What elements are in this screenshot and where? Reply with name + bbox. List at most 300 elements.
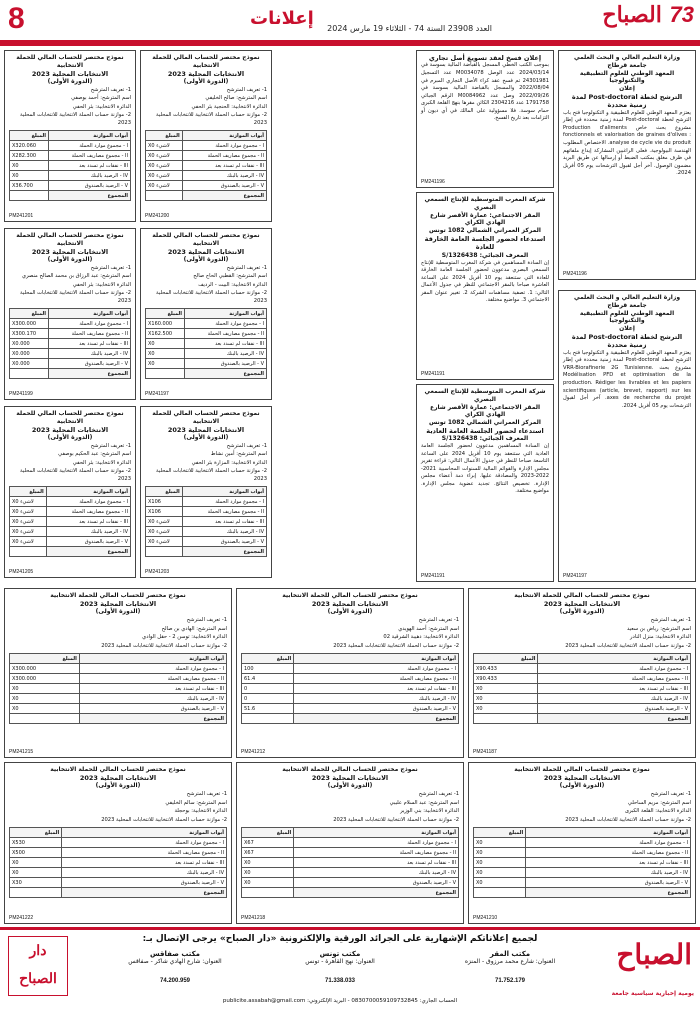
finance-form [4,228,136,400]
row-label: II - مجموع مصاريف الحملة [182,507,266,517]
candidate-name: اسم المترشح: عبد الرزاق بن محمد الصالح منصري [22,273,131,280]
candidate-name: اسم المترشح: صالح الخليفي [205,95,267,102]
table-total [10,888,227,898]
row-label: III - نفقات لم تسدد بعد [526,858,691,868]
table-row [146,359,267,369]
budget-table [145,308,267,379]
phone-hq: 71.752.179 [494,978,526,984]
table-row [242,848,459,858]
candidate-district: الدائرة الانتخابية: ذهيبة الشرقية 02 [383,634,459,641]
row-value: X0 [474,858,526,868]
table-row [10,359,131,369]
row-value: X30 [10,878,62,888]
table-total [146,547,267,557]
total-value [242,888,294,898]
col-item: أبواب الموازنة [46,487,130,497]
finance-form [4,406,136,578]
row-value: X0 [242,858,294,868]
form-title: الانتخابات المحلية 2023 [31,69,109,78]
form-code: PM241187 [473,749,497,755]
col-amount: المبلغ [10,131,49,141]
form-code: PM241197 [145,391,169,397]
candidate-district: الدائرة الانتخابية: بئر الحفي [72,281,131,288]
row-label: I - مجموع موارد الحملة [46,497,130,507]
notice-sbmr-1 [416,192,554,380]
row-label: III - نفقات لم تسدد بعد [48,339,130,349]
total-value [10,369,49,379]
form-round: (الدورة الأولى) [47,434,93,442]
table-row [10,684,227,694]
row-value: X0 لاشيء [10,537,47,547]
table-total [242,714,459,724]
table-row [146,527,267,537]
form-section: 2- موازنة حساب الحملة الانتخابية للانتخابات المحلية 2023 [565,642,691,649]
table-row [10,848,227,858]
notice-heading: شركة المغرب المتوسطية للإنتاج السمعي البصري [424,196,546,211]
table-row [10,507,131,517]
table-header [474,654,691,664]
row-label: II - مجموع مصاريف الحملة [79,674,226,684]
row-value: X282.300 [10,151,49,161]
table-row [242,664,459,674]
form-section: 1- تعريف المترشح [650,791,691,798]
dar-assabah-logo: دار الصباح [8,936,68,996]
row-label: III - نفقات لم تسدد بعد [79,684,226,694]
table-row [10,171,131,181]
table-row [10,161,131,171]
table-header [10,828,227,838]
table-total [10,191,131,201]
col-item: أبواب الموازنة [48,131,130,141]
row-value: X0 [10,684,80,694]
row-label: II - مجموع مصاريف الحملة [46,507,130,517]
issue-info: العدد 23908 السنة 74 - الثلاثاء 19 مارس 2024 [327,24,492,33]
form-section: 1- تعريف المترشح [226,442,267,449]
notice-heading: وزارة التعليم العالي و البحث العلمي [573,54,681,61]
notice-title: إعلان فسخ لعقد تسويغ أصل تجاري [428,54,542,62]
notice-heading: المقر الاجتماعي: عمارة الأقصر شارع الهادي الكراي [429,403,541,419]
col-item: أبواب الموازنة [48,309,130,319]
notice-code: PM241191 [421,573,445,579]
office-address: العنوان: شارع الهادي شاكر - صفاقس [128,958,222,965]
table-row [146,349,267,359]
row-label: II - مجموع مصاريف الحملة [526,848,691,858]
row-label: I - مجموع موارد الحملة [48,319,130,329]
form-header: نموذج مختصر للحساب المالي للحملة الانتخابية [50,766,186,773]
col-item: أبواب الموازنة [79,654,226,664]
row-label: IV - الرصيد بالبنك [62,868,227,878]
form-round: (الدورة الأولى) [183,256,229,264]
masthead [0,0,700,42]
candidate-name: اسم المترشح: سالم الخليفي [165,799,227,806]
table-row [10,858,227,868]
page-number: 8 [8,2,25,35]
row-label: IV - الرصيد بالبنك [182,527,266,537]
row-value: X0 [10,704,80,714]
table-row [146,319,267,329]
row-label: II - مجموع مصاريف الحملة [184,329,266,339]
form-header: نموذج مختصر للحساب المالي للحملة الانتخابية [282,592,418,599]
table-row [474,838,691,848]
office-sfax [85,950,265,965]
table-row [10,151,131,161]
form-title: الانتخابات المحلية 2023 [79,599,157,608]
form-code: PM241215 [9,749,34,755]
notice-heading: المركز العمراني الشمالي 1082 تونس [429,419,541,427]
table-row [474,684,691,694]
footer [0,927,700,1021]
budget-table [241,653,459,724]
row-label: II - مجموع مصاريف الحملة [294,674,459,684]
form-round: (الدورة الأولى) [47,256,93,264]
row-label: I - مجموع موارد الحملة [294,838,459,848]
row-label: I - مجموع موارد الحملة [48,141,130,151]
table-row [146,339,267,349]
row-value: X320.060 [10,141,49,151]
notice-body: يعتزم المعهد الوطني للعلوم التطبيقية و التكنولوجيا فتح باب الترشح لخطة Post-doctoral لمدة زمنية محددة في إطار مشروع بحث خاص Production d'aliments fonctionnels et valorisation de graines d'olives : analyse de cycle vie du produit. الاختصاص المطلوب الهندسة البيولوجية. فعلى الراغبين المشاركة إيداع ملفاتهم في ظرف مغلق بمكتب الضبط أو إرسالها عن طريق البريد مضمون الوصول. آخر أجل لقبول الترشحات يوم 05 أفريل 2024. [563,109,692,177]
row-label: III - نفقات لم تسدد بعد [62,858,227,868]
table-header [146,131,267,141]
budget-table [145,130,267,201]
total-label: المجموع [182,547,266,557]
form-round: (الدورة الأولى) [47,78,93,86]
row-label: IV - الرصيد بالبنك [48,349,130,359]
finance-form [140,406,272,578]
notice-body: إن السادة المساهمين في شركة المغرب المتوسطية للإنتاج السمعي البصري مدعوون لحضور الجلسة العامة الخارقة للعادة التي ستنعقد يوم 10 أفريل 2024 على الساعة العاشرة صباحا بالمقر الاجتماعي للنظر في جدول الأعمال التالي: 1. تصفية مساهمات الشركة 2. تغيير عنوان المقر الاجتماعي 3. مواضيع مختلفة. [421,259,549,304]
row-value: X0 [10,694,80,704]
row-value: X0 لاشيء [10,527,47,537]
table-row [146,329,267,339]
budget-table [241,827,459,898]
form-section: 2- موازنة حساب الحملة الانتخابية للانتخابات المحلية 2023 [156,468,267,482]
row-value: X0 لاشيء [146,537,183,547]
row-label: I - مجموع موارد الحملة [526,838,691,848]
form-section: 2- موازنة حساب الحملة الانتخابية للانتخابات المحلية 2023 [20,112,131,126]
footer-tagline: يومية إخبارية سياسية جامعة [611,990,694,997]
form-section: 1- تعريف المترشح [650,617,691,624]
row-value: X0 [242,878,294,888]
total-label: المجموع [184,369,266,379]
row-value: X0 [474,848,526,858]
finance-form [236,762,464,924]
candidate-name: اسم المترشح: مريم الساحلي [627,799,691,806]
budget-table [473,827,691,898]
row-value: X0 لاشيء [10,497,47,507]
table-row [474,704,691,714]
table-row [242,838,459,848]
finance-form [4,50,136,222]
row-label: IV - الرصيد بالبنك [294,868,459,878]
col-item: أبواب الموازنة [182,131,266,141]
section-title: إعلانات [250,8,314,29]
col-amount: المبلغ [146,487,183,497]
total-label: المجموع [46,547,130,557]
candidate-name: اسم المترشح: رياض بن سعيد [626,625,691,632]
row-label: I - مجموع موارد الحملة [62,838,227,848]
form-code: PM241200 [145,213,170,219]
row-label: V - الرصيد بالصندوق [182,537,266,547]
row-value: X0 [474,694,538,704]
office-title: مكتب تونس [319,950,361,958]
form-header: نموذج مختصر للحساب المالي للحملة الانتخابية [16,410,124,425]
table-total [146,191,267,201]
row-value: X0.000 [10,339,49,349]
form-header: نموذج مختصر للحساب المالي للحملة الانتخابية [514,766,650,773]
office-title: مكتب صفاقس [149,950,201,958]
table-header [242,654,459,664]
notice-heading: جامعة قرطاج [607,301,647,309]
candidate-name: اسم المترشح: الهادي بن صالح [161,625,227,632]
candidate-district: الدائرة الانتخابية: بئر الحفي [72,459,131,466]
table-row [10,181,131,191]
table-row [146,171,267,181]
notice-title: الترشح لخطة Post-doctoral لمدة زمنية محددة [571,332,683,350]
col-item: أبواب الموازنة [294,654,459,664]
form-title: الانتخابات المحلية 2023 [167,425,245,434]
form-code: PM241199 [9,391,33,397]
table-row [474,664,691,674]
row-value: X0 لاشيء [146,151,183,161]
form-round: (الدورة الأولى) [95,782,141,790]
form-code: PM241218 [241,915,266,921]
row-value: X90.433 [474,674,538,684]
candidate-name: اسم المترشح: أحمد الهويدي [398,625,459,632]
finance-form [140,50,272,222]
table-row [10,339,131,349]
total-label: المجموع [79,714,226,724]
notice-heading: المعهد الوطني للعلوم التطبيقية والتكنولوجيا [579,309,675,325]
row-value: X106 [146,497,183,507]
table-total [10,714,227,724]
table-row [10,838,227,848]
row-label: V - الرصيد بالصندوق [62,878,227,888]
table-total [474,714,691,724]
row-label: IV - الرصيد بالبنك [46,527,130,537]
row-label: V - الرصيد بالصندوق [538,704,691,714]
table-row [10,537,131,547]
row-label: I - مجموع موارد الحملة [79,664,226,674]
notice-heading: إعلان [619,325,635,333]
row-label: III - نفقات لم تسدد بعد [294,858,459,868]
table-header [10,654,227,664]
table-row [146,497,267,507]
row-label: V - الرصيد بالصندوق [48,359,130,369]
row-value: 100 [242,664,294,674]
total-label: المجموع [48,369,130,379]
table-row [474,674,691,684]
row-value: X300.000 [10,664,80,674]
total-label: المجموع [48,191,130,201]
total-label: المجموع [526,888,691,898]
form-section: 1- تعريف المترشح [226,264,267,271]
candidate-district: الدائرة الانتخابية: توسن 2 - حقل الوادي [142,634,227,641]
total-value [474,714,538,724]
table-row [242,704,459,714]
candidate-name: اسم المترشح: أحمد بوصفي [71,95,131,102]
candidate-district: الدائرة الانتخابية: المزارة بئر الحفي [191,459,267,466]
candidate-district: الدائرة الانتخابية: القلعة الكبرى [624,808,691,815]
total-label: المجموع [294,888,459,898]
table-row [242,674,459,684]
table-total [474,888,691,898]
phone-tunis: 71.338.033 [324,978,356,984]
row-value: X162.500 [146,329,185,339]
row-label: II - مجموع مصاريف الحملة [62,848,227,858]
table-row [10,868,227,878]
office-tunis [265,950,415,965]
notice-heading: المعرف الجبائي: 1326438/S [441,435,529,443]
col-item: أبواب الموازنة [526,828,691,838]
col-item: أبواب الموازنة [294,828,459,838]
notice-body: يعتزم المعهد الوطني للعلوم التطبيقية و التكنولوجيا فتح باب الترشح لخطة Post-doctoral لمدة زمنية محددة في إطار مشروع بحث VRR-Biorafinerie 2G Tunisienne. Modélisation PFD et optimisation de la production. Rédiger les livrables et les papiers scientifiques (article, brevet, rapport) sur les axes de recherche du projet. آخر أجل لقبول الترشحات يوم 05 أفريل 2024. [563,349,692,409]
row-value: X300.000 [10,674,80,684]
notice-heading: شركة المغرب المتوسطية للإنتاج السمعي البصري [424,388,546,403]
row-label: IV - الرصيد بالبنك [184,349,266,359]
notice-code: PM241191 [421,371,445,377]
budget-table [9,827,227,898]
candidate-district: الدائرة الانتخابية: البيت - الرديف [198,281,267,288]
total-value [146,547,183,557]
row-value: X0 [146,359,185,369]
form-section: 2- موازنة حساب الحملة الانتخابية للانتخابات المحلية 2023 [20,468,131,482]
row-label: II - مجموع مصاريف الحملة [48,151,130,161]
form-title: الانتخابات المحلية 2023 [31,425,109,434]
finance-form [468,762,696,924]
row-label: II - مجموع مصاريف الحملة [182,151,266,161]
form-round: (الدورة الأولى) [95,608,141,616]
form-code: PM241210 [473,915,498,921]
row-value: X0 لاشيء [10,517,47,527]
table-row [242,694,459,704]
row-value: X0 [474,684,538,694]
table-row [146,141,267,151]
total-value [10,191,49,201]
form-section: 2- موازنة حساب الحملة الانتخابية للانتخابات المحلية 2023 [333,816,459,823]
row-value: X0 لاشيء [10,507,47,517]
table-header [10,487,131,497]
row-value: X67 [242,838,294,848]
budget-table [9,130,131,201]
notice-title: استدعاء لحضور الجلسة العامة العادية [426,426,544,435]
row-label: V - الرصيد بالصندوق [294,704,459,714]
row-label: II - مجموع مصاريف الحملة [294,848,459,858]
form-title: الانتخابات المحلية 2023 [31,247,109,256]
row-value: X530 [10,838,62,848]
form-header: نموذج مختصر للحساب المالي للحملة الانتخابية [282,766,418,773]
table-total [10,547,131,557]
table-row [10,497,131,507]
table-header [146,309,267,319]
notice-sbmr-2 [416,384,554,582]
candidate-district: الدائرة الانتخابية: الحنجية بئر الحفي [191,103,267,110]
row-label: IV - الرصيد بالبنك [294,694,459,704]
col-amount: المبلغ [242,654,294,664]
table-header [10,309,131,319]
total-value [10,714,80,724]
row-value: X0 [474,838,526,848]
row-label: III - نفقات لم تسدد بعد [182,517,266,527]
form-code: PM241222 [9,915,34,921]
row-value: X67 [242,848,294,858]
form-round: (الدورة الأولى) [559,608,605,616]
row-label: IV - الرصيد بالبنك [79,694,226,704]
row-value: X0 [242,868,294,878]
col-item: أبواب الموازنة [62,828,227,838]
form-header: نموذج مختصر للحساب المالي للحملة الانتخابية [152,54,260,69]
table-row [10,517,131,527]
total-value [242,714,294,724]
table-header [242,828,459,838]
col-amount: المبلغ [10,309,49,319]
row-label: V - الرصيد بالصندوق [184,359,266,369]
form-round: (الدورة الأولى) [559,782,605,790]
form-code: PM241203 [145,569,170,575]
form-section: 2- موازنة حساب الحملة الانتخابية للانتخابات المحلية 2023 [333,642,459,649]
candidate-name: اسم المترشح: القطبي الحاج صالح [193,273,267,280]
table-total [242,888,459,898]
row-label: III - نفقات لم تسدد بعد [48,161,130,171]
notice-wazara-2 [558,290,696,582]
table-row [146,537,267,547]
table-header [474,828,691,838]
table-row [10,664,227,674]
form-section: 1- تعريف المترشح [418,617,459,624]
row-value: X0 [10,161,49,171]
row-value: X0 لاشيء [146,171,183,181]
table-row [242,684,459,694]
footer-logo: الصباح [616,938,692,971]
finance-form [468,588,696,758]
form-section: 2- موازنة حساب الحملة الانتخابية للانتخابات المحلية 2023 [156,290,267,304]
row-value: X0.000 [10,359,49,369]
row-label: V - الرصيد بالصندوق [48,181,130,191]
candidate-name: اسم المترشح: عبد السلام عليبي [389,799,459,806]
col-amount: المبلغ [146,309,185,319]
notice-code: PM241196 [563,271,587,277]
table-row [10,319,131,329]
row-label: I - مجموع موارد الحملة [182,141,266,151]
row-label: I - مجموع موارد الحملة [294,664,459,674]
footer-contact: الحساب الجاري: 0830700059109732845 - البريد الإلكتروني: publicite.assabah@gmail.com [222,998,458,1004]
row-value: X0 لاشيء [146,517,183,527]
form-section: 1- تعريف المترشح [186,791,227,798]
form-title: الانتخابات المحلية 2023 [167,69,245,78]
notice-code: PM241196 [421,179,445,185]
table-row [10,704,227,714]
table-total [146,369,267,379]
form-section: 1- تعريف المترشح [226,86,267,93]
form-header: نموذج مختصر للحساب المالي للحملة الانتخابية [152,232,260,247]
row-label: IV - الرصيد بالبنك [538,694,691,704]
row-value: X500 [10,848,62,858]
total-label: المجموع [182,191,266,201]
row-label: IV - الرصيد بالبنك [182,171,266,181]
row-value: X0 [10,858,62,868]
brand-logo: 73 الصباح [602,2,694,28]
table-row [242,878,459,888]
col-amount: المبلغ [10,654,80,664]
row-label: I - مجموع موارد الحملة [182,497,266,507]
row-value: X0 [474,878,526,888]
table-row [474,694,691,704]
col-item: أبواب الموازنة [538,654,691,664]
notice-heading: المقر الاجتماعي: عمارة الأقصر شارع الهادي الكراي [429,211,541,227]
row-value: X106 [146,507,183,517]
notice-heading: جامعة قرطاج [607,61,647,69]
form-code: PM241201 [9,213,34,219]
total-value [146,191,183,201]
notice-code: PM241197 [563,573,587,579]
